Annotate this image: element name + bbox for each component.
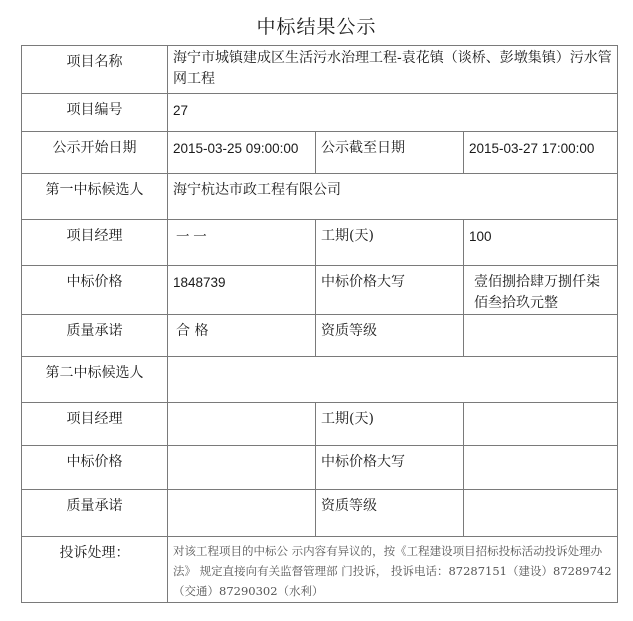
- label-end-date: 公示截至日期: [316, 132, 464, 174]
- row-second-price: [22, 446, 618, 490]
- value-second-duration: [464, 403, 618, 446]
- row-project-name: [22, 46, 618, 94]
- label-second-candidate: 第二中标候选人: [22, 357, 168, 403]
- value-first-quality: 合 格: [168, 315, 316, 357]
- label-first-duration: 工期(天): [316, 220, 464, 266]
- value-second-manager: [168, 403, 316, 446]
- label-first-manager: 项目经理: [22, 220, 168, 266]
- value-first-price-caps: 壹佰捌拾肆万捌仟柒佰叁拾玖元整: [464, 266, 618, 315]
- award-table: [21, 45, 618, 603]
- row-second-manager: [22, 403, 618, 446]
- label-second-price-caps: 中标价格大写: [316, 446, 464, 490]
- page-title: 中标结果公示: [256, 16, 377, 38]
- label-first-qualification: 资质等级: [316, 315, 464, 357]
- value-project-no: 27: [168, 94, 618, 132]
- value-complaint: 对该工程项目的中标公 示内容有异议的，按《工程建设项目招标投标活动投诉处理办法》 规定直接向有关监督管理部 门投诉， 投诉电话：87287151（建设）87289742（交通）87290302（水利）: [168, 537, 618, 603]
- value-end-date: 2015-03-27 17:00:00: [464, 132, 618, 174]
- label-second-qualification: 资质等级: [316, 490, 464, 537]
- value-project-name: 海宁市城镇建成区生活污水治理工程-袁花镇（谈桥、彭墩集镇）污水管网工程: [168, 46, 618, 94]
- label-project-name: 项目名称: [22, 46, 168, 94]
- row-dates: [22, 132, 618, 174]
- row-first-candidate: [22, 174, 618, 220]
- row-first-quality: [22, 315, 618, 357]
- label-second-manager: 项目经理: [22, 403, 168, 446]
- label-first-quality: 质量承诺: [22, 315, 168, 357]
- value-first-candidate: 海宁杭达市政工程有限公司: [168, 174, 618, 220]
- value-second-qualification: [464, 490, 618, 537]
- label-second-price: 中标价格: [22, 446, 168, 490]
- value-second-price: [168, 446, 316, 490]
- label-project-no: 项目编号: [22, 94, 168, 132]
- value-second-price-caps: [464, 446, 618, 490]
- label-second-duration: 工期(天): [316, 403, 464, 446]
- label-first-price-caps: 中标价格大写: [316, 266, 464, 315]
- row-second-quality: [22, 490, 618, 537]
- label-second-quality: 质量承诺: [22, 490, 168, 537]
- value-first-qualification: [464, 315, 618, 357]
- value-first-manager: 一 一: [168, 220, 316, 266]
- value-second-quality: [168, 490, 316, 537]
- row-first-manager: [22, 220, 618, 266]
- label-first-candidate: 第一中标候选人: [22, 174, 168, 220]
- label-complaint: 投诉处理：: [22, 537, 168, 603]
- value-first-price: 1848739: [168, 266, 316, 315]
- value-second-candidate: [168, 357, 618, 403]
- row-first-price: [22, 266, 618, 315]
- row-second-candidate: [22, 357, 618, 403]
- label-start-date: 公示开始日期: [22, 132, 168, 174]
- row-complaint: [22, 537, 618, 603]
- label-first-price: 中标价格: [22, 266, 168, 315]
- row-project-no: [22, 94, 618, 132]
- value-start-date: 2015-03-25 09:00:00: [168, 132, 316, 174]
- value-first-duration: 100: [464, 220, 618, 266]
